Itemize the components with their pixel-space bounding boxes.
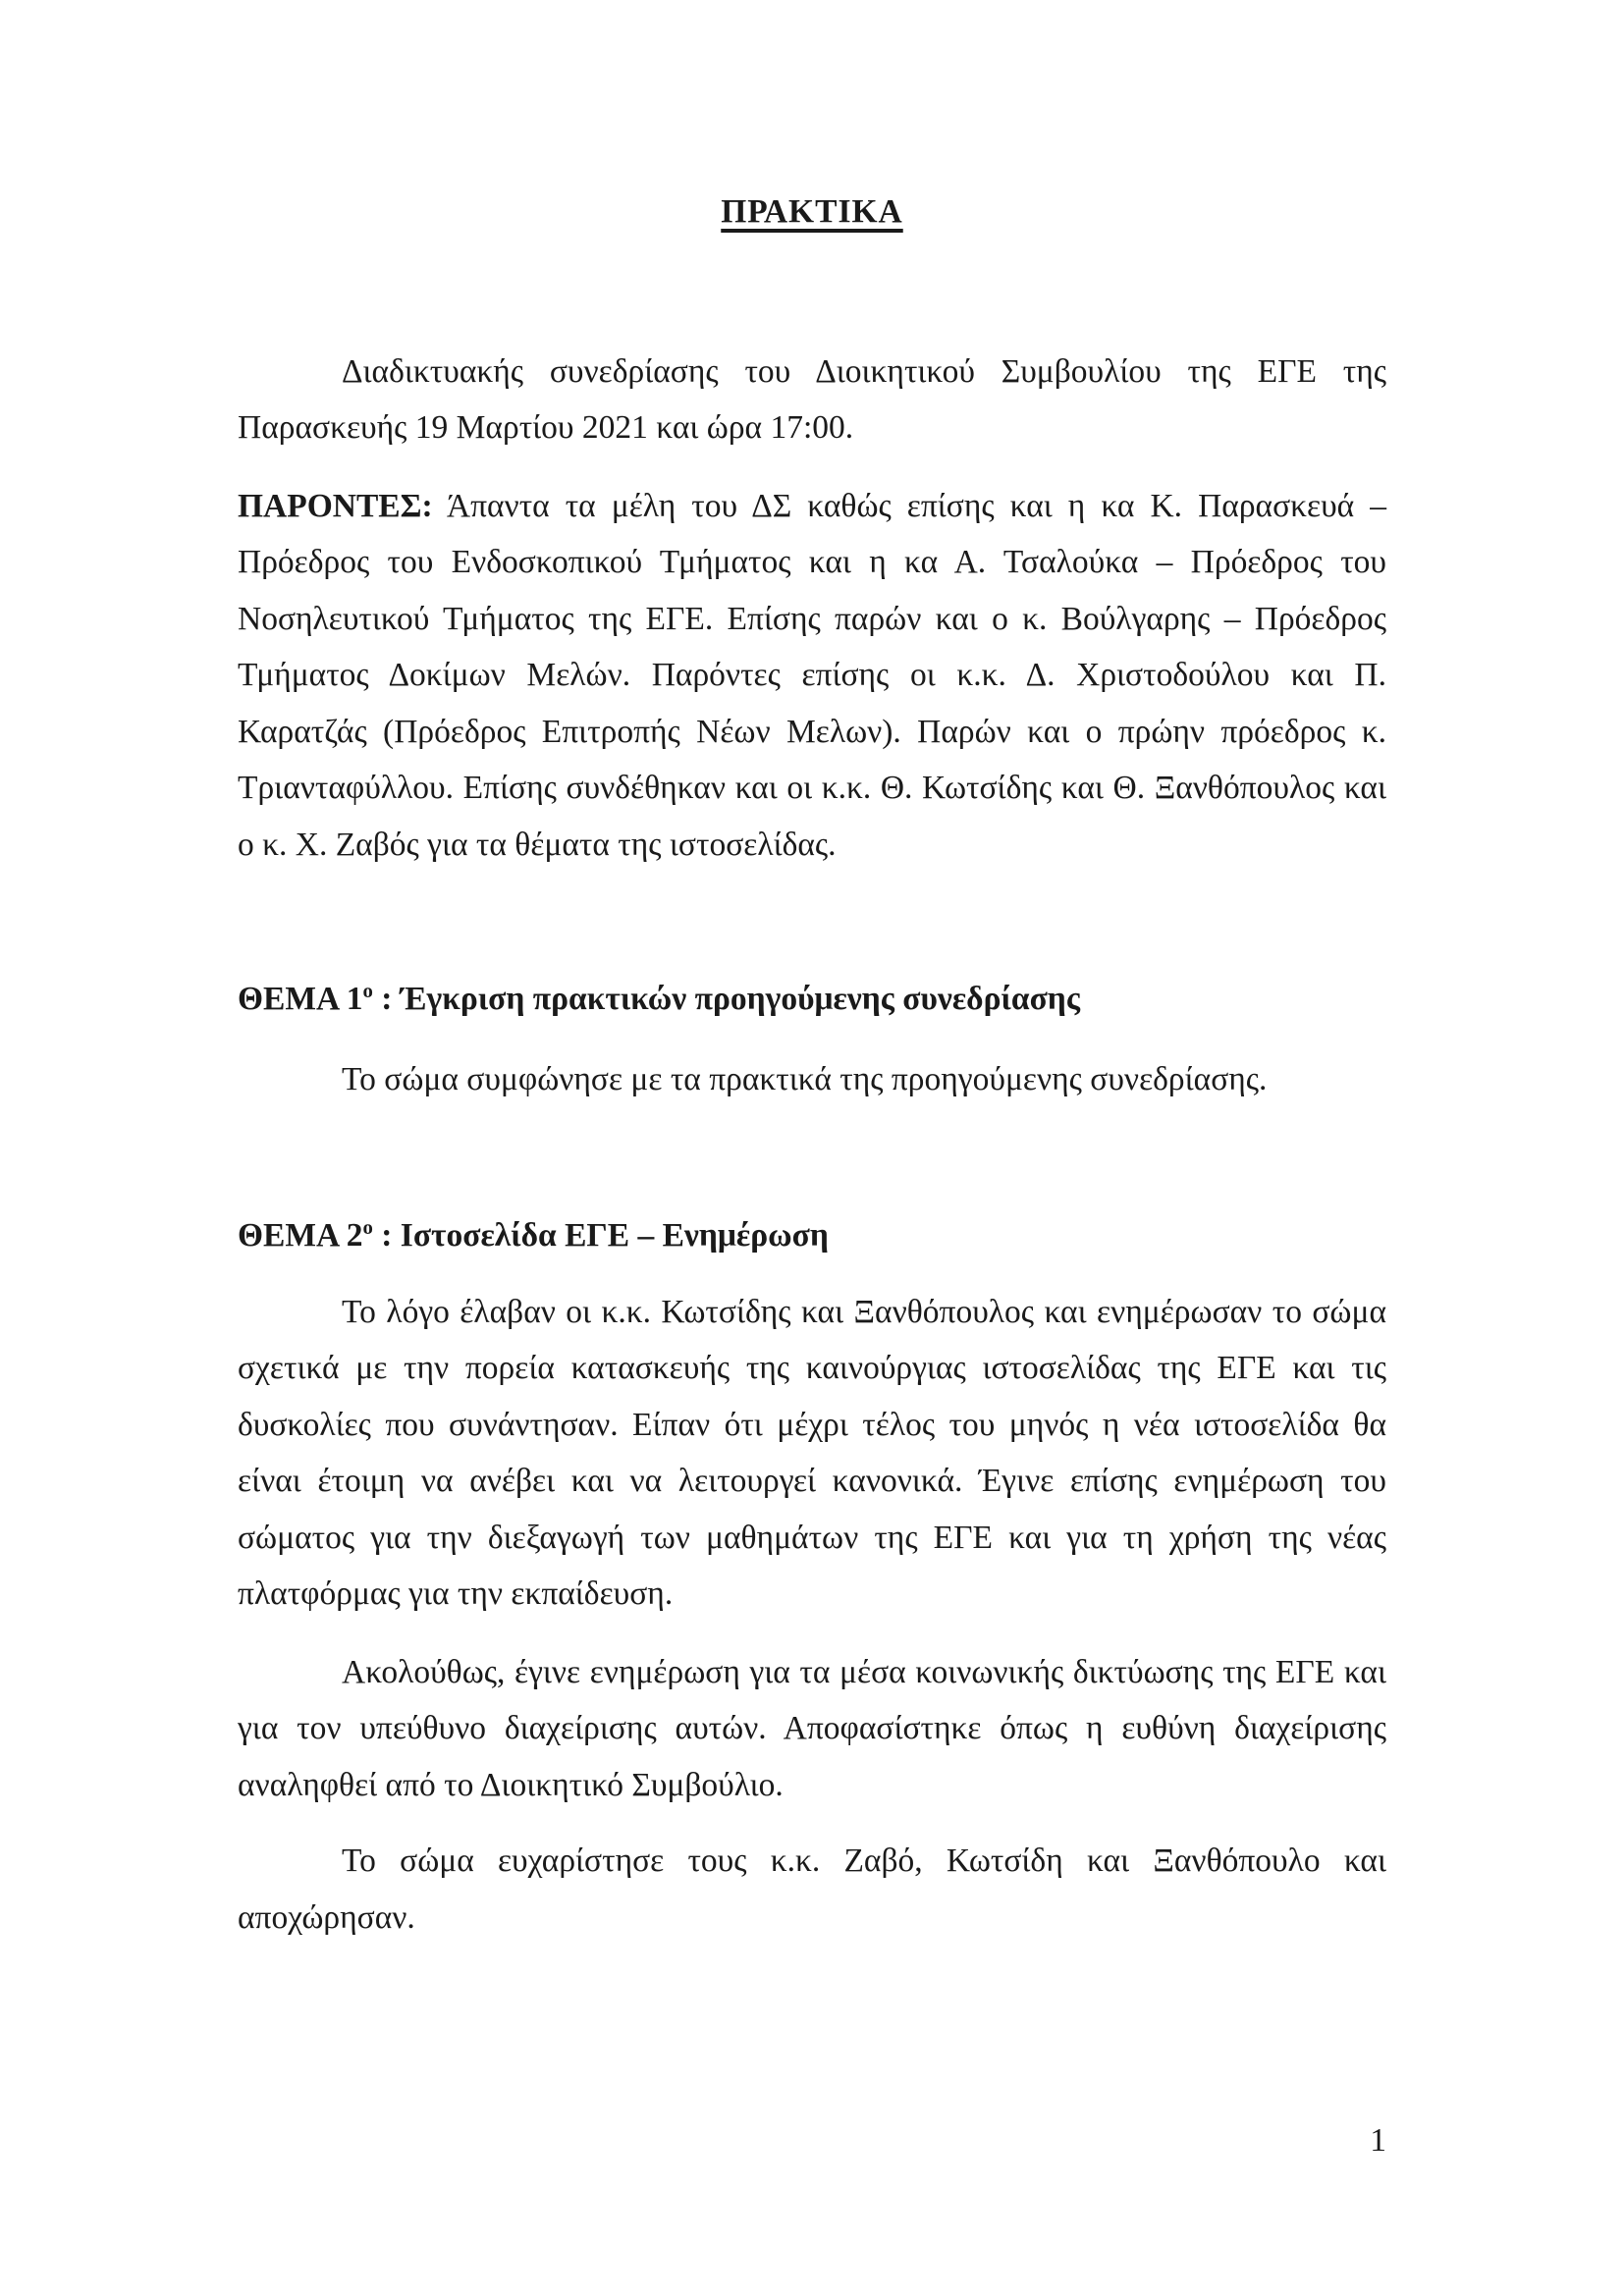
topic-2-paragraph-2: Ακολούθως, έγινε ενημέρωση για τα μέσα κοινωνικής δικτύωσης της ΕΓΕ και για τον υπεύθυνο διαχείρισης αυτών. Αποφασίστηκε όπως η ευθύνη διαχείρισης αναληφθεί από το Διοικητικό Συμβούλιο.	[238, 1653, 1386, 1803]
present-paragraph	[238, 478, 1386, 874]
topic-1-paragraph: Το σώμα συμφώνησε με τα πρακτικά της προηγούμενης συνεδρίασης.	[342, 1060, 1268, 1097]
topic-1-heading-rest: : Έγκριση πρακτικών προηγούμενης συνεδρίασης	[372, 981, 1080, 1017]
document-title-text: ΠΡΑΚΤΙΚΑ	[721, 193, 903, 230]
topic-2-paragraph-3: Το σώμα ευχαρίστησε τους κ.κ. Ζαβό, Κωτσίδη και Ξανθόπουλο και αποχώρησαν.	[238, 1842, 1386, 1936]
page-number: 1	[1370, 2122, 1386, 2159]
topic-2-heading-ordinal: ο	[362, 1215, 373, 1239]
topic-2-heading-prefix: ΘΕΜΑ 2	[238, 1217, 363, 1254]
topic-1-heading-prefix: ΘΕΜΑ 1	[238, 981, 363, 1017]
topic-1-heading-ordinal: ο	[362, 979, 373, 1002]
topic-2-heading	[238, 1207, 1386, 1264]
present-label: ΠΑΡΟΝΤΕΣ:	[238, 487, 433, 524]
topic-2-paragraph-1: Το λόγο έλαβαν οι κ.κ. Κωτσίδης και Ξανθόπουλος και ενημέρωσαν το σώμα σχετικά με την πορεία κατασκευής της καινούργιας ιστοσελίδας της ΕΓΕ και τις δυσκολίες που συνάντησαν. Είπαν ότι μέχρι τέλος του μηνός η νέα ιστοσελίδα θα είναι έτοιμη να ανέβει και να λειτουργεί κανονικά. Έγινε επίσης ενημέρωση του σώματος για την διεξαγωγή των μαθημάτων της ΕΓΕ και για τη χρήση της νέας πλατφόρμας για την εκπαίδευση.	[238, 1293, 1386, 1612]
document-title	[238, 184, 1386, 240]
topic-1-heading	[238, 971, 1386, 1028]
topic-2-heading-rest: : Ιστοσελίδα ΕΓΕ – Ενημέρωση	[372, 1217, 829, 1254]
present-text: Άπαντα τα μέλη του ΔΣ καθώς επίσης και η κα Κ. Παρασκευά – Πρόεδρος του Ενδοσκοπικού Τμήματος και η κα Α. Τσαλούκα – Πρόεδρος του Νοσηλευτικού Τμήματος της ΕΓΕ. Επίσης παρών και ο κ. Βούλγαρης – Πρόεδρος Τμήματος Δοκίμων Μελών. Παρόντες επίσης οι κ.κ. Δ. Χριστοδούλου και Π. Καρατζάς (Πρόεδρος Επιτροπής Νέων Μελων). Παρών και ο πρώην πρόεδρος κ. Τριανταφύλλου. Επίσης συνδέθηκαν και οι κ.κ. Θ. Κωτσίδης και Θ. Ξανθόπουλος και ο κ. Χ. Ζαβός για τα θέματα της ιστοσελίδας.	[238, 487, 1386, 863]
intro-paragraph: Διαδικτυακής συνεδρίασης του Διοικητικού Συμβουλίου της ΕΓΕ της Παρασκευής 19 Μαρτίου 2021 και ώρα 17:00.	[238, 352, 1386, 446]
